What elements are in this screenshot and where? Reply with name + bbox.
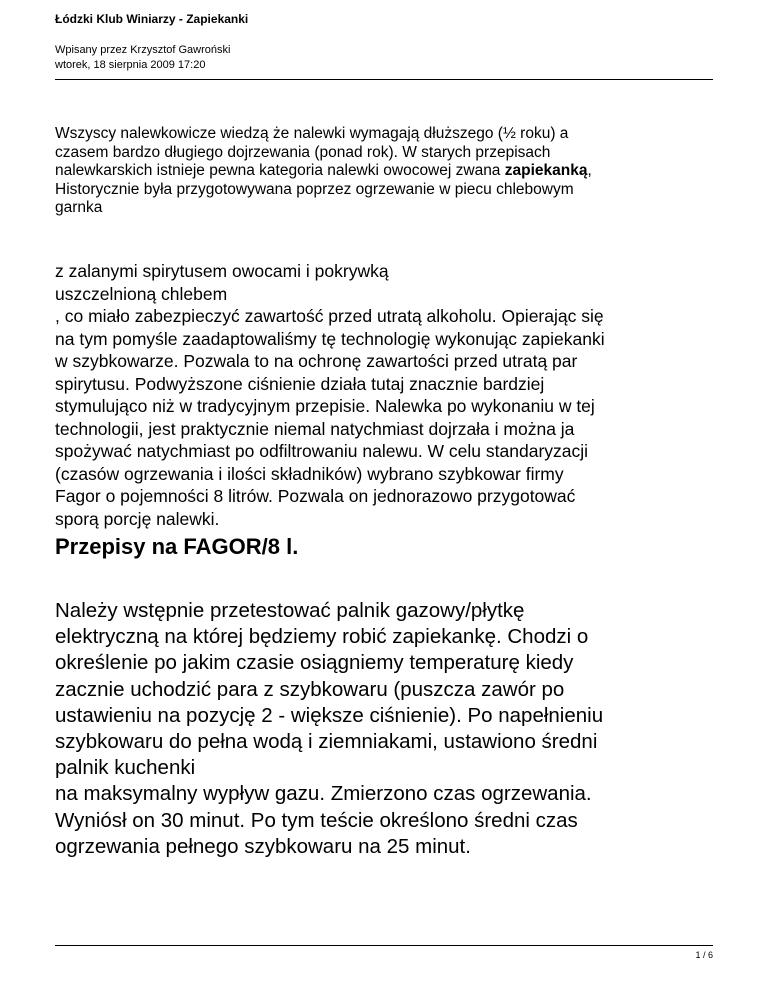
intro-bold-word: zapiekanką <box>504 162 588 179</box>
intro-text-after: , Historycznie była przygotowywana poprzez ogrzewanie w piecu chlebowym garnka <box>55 162 592 216</box>
footer-divider <box>55 945 713 946</box>
intro-paragraph <box>55 125 715 218</box>
intro-text-before: Wszyscy nalewkowicze wiedzą że nalewki wymagają dłuższego (½ roku) a czasem bardzo długiego dojrzewania (ponad rok). W starych przepisach nalewkarskich istnieje pewna kategoria nalewki owocowej zwana <box>55 125 569 179</box>
article-meta <box>55 43 230 73</box>
header-divider <box>55 79 713 80</box>
document-title: Łódzki Klub Winiarzy - Zapiekanki <box>55 12 249 26</box>
date-line: wtorek, 18 sierpnia 2009 17:20 <box>55 59 206 71</box>
author-line: Wpisany przez Krzysztof Gawroński <box>55 44 231 56</box>
section-body: Należy wstępnie przetestować palnik gazowy/płytkę elektryczną na której będziemy robić zapiekankę. Chodzi o określenie po jakim czasie osiągniemy temperaturę kiedy zacznie uchodzić para z szybkowaru (puszcza zawór po ustawieniu na pozycję 2 - większe ciśnienie). Po napełnieniu szybkowaru do pełna wodą i ziemniakami, ustawiono średni palnik kuchenki na maksymalny wypływ gazu. Zmierzono czas ogrzewania. Wyniósł on 30 minut. Po tym teście określono średni czas ogrzewania pełnego szybkowaru na 25 minut. <box>55 599 604 858</box>
section-heading: Przepisy na FAGOR/8 l. <box>55 534 299 559</box>
main-paragraph: z zalanymi spirytusem owocami i pokrywką uszczelnioną chlebem , co miało zabezpieczyć zawartość przed utratą alkoholu. Opierając się na tym pomyśle zaadaptowaliśmy tę technologię wykonując zapiekanki w szybkowarze. Pozwala to na ochronę zawartości przed utratą par spirytusu. Podwyższone ciśnienie działa tutaj znacznie bardziej stymulująco niż w tradycyjnym przepisie. Nalewka po wykonaniu w tej technologii, jest praktycznie niemal natychmiast dojrzała i można ja spożywać natychmiast po odfiltrowaniu nalewu. W celu standaryzacji (czasów ogrzewania i ilości składników) wybrano szybkowar firmy Fagor o pojemności 8 litrów. Pozwala on jednorazowo przygotować sporą porcję nalewki. <box>55 261 605 529</box>
page-number: 1 / 6 <box>695 950 713 960</box>
